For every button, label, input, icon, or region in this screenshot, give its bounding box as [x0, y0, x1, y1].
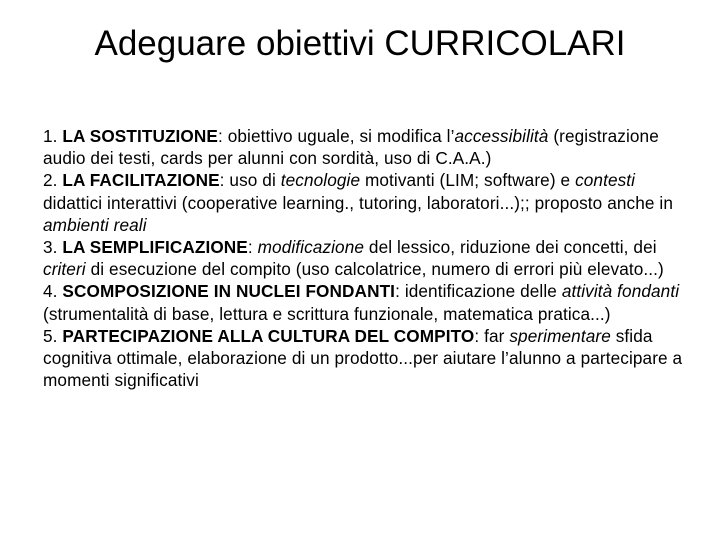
list-item-facilitazione	[43, 169, 683, 236]
item-text: (registrazione audio dei testi, cards per alunni con sordità, uso di C.A.A.)	[43, 126, 659, 169]
item-emphasis: modificazione	[257, 237, 365, 258]
item-emphasis: criteri	[43, 259, 86, 280]
item-emphasis: contesti	[575, 170, 636, 191]
slide-body	[43, 125, 683, 391]
item-heading: LA FACILITAZIONE	[62, 170, 220, 191]
item-heading: SCOMPOSIZIONE IN NUCLEI FONDANTI	[62, 281, 396, 302]
item-emphasis: sperimentare	[509, 325, 611, 346]
item-text: del lessico, riduzione dei concetti, dei	[364, 237, 657, 258]
item-emphasis: tecnologie	[280, 170, 361, 191]
item-heading: LA SEMPLIFICAZIONE	[62, 237, 248, 258]
item-text: : far	[474, 325, 510, 346]
list-item-partecipazione	[43, 325, 683, 392]
item-text: : uso di	[219, 170, 281, 191]
item-text: didattici interattivi (cooperative learning., tutoring, laboratori...);; proposto anche in	[43, 192, 673, 213]
list-item-scomposizione	[43, 280, 683, 324]
slide-title: Adeguare obiettivi CURRICOLARI	[94, 24, 626, 63]
item-text: di esecuzione del compito (uso calcolatrice, numero di errori più elevato...)	[85, 259, 664, 280]
item-heading: PARTECIPAZIONE ALLA CULTURA DEL COMPITO	[62, 325, 475, 346]
item-emphasis: accessibilità	[454, 126, 549, 146]
item-text: :	[247, 237, 258, 258]
item-emphasis: ambienti reali	[43, 214, 147, 235]
list-item-semplificazione	[43, 236, 683, 280]
item-number: 3.	[43, 237, 63, 258]
list-item-sostituzione	[43, 125, 683, 169]
item-text: sfida cognitiva ottimale, elaborazione di un prodotto...per aiutare l’alunno a partecipare a momenti significativi	[43, 325, 683, 391]
item-text: (strumentalità di base, lettura e scrittura funzionale, matematica pratica...)	[43, 303, 611, 324]
item-number: 5.	[43, 325, 63, 346]
item-text: : identificazione delle	[395, 281, 562, 302]
item-heading: LA SOSTITUZIONE	[62, 126, 218, 146]
item-number: 2.	[43, 170, 63, 191]
item-text: motivanti (LIM; software) e	[360, 170, 576, 191]
item-number: 4.	[43, 281, 63, 302]
item-number: 1.	[43, 126, 63, 146]
item-emphasis: attività fondanti	[561, 281, 680, 302]
item-text: : obiettivo uguale, si modifica l’	[217, 126, 455, 146]
